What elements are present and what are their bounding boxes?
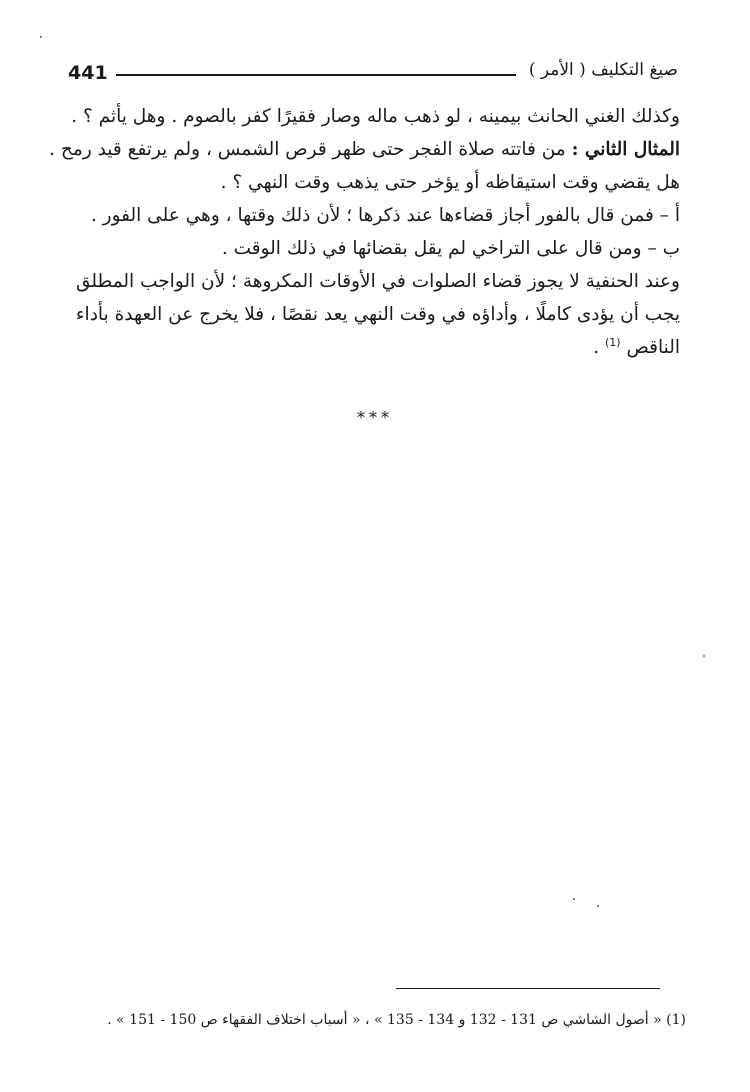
example-two-heading: المثال الثاني : — [571, 139, 680, 160]
body-line: وكذلك الغني الحانث بيمينه ، لو ذهب ماله وصار فقيرًا كفر بالصوم . وهل يأثم ؟ . — [71, 106, 680, 127]
example-two-text: من فاتته صلاة الفجر حتى ظهر قرص الشمس ، ولم يرتفع قيد رمح . — [49, 139, 572, 160]
scan-speck — [40, 36, 42, 38]
footnote: (1) « أصول الشاشي ص 131 - 132 و 134 - 135 » ، « أسباب اختلاف الفقهاء ص 150 - 151 » . — [107, 1012, 686, 1028]
page-number: 441 — [68, 62, 108, 84]
scan-speck — [597, 905, 599, 907]
footnote-rule — [396, 988, 660, 989]
last-line-text: الناقص — [626, 337, 680, 358]
body-text — [49, 100, 680, 364]
section-separator: *** — [357, 408, 393, 427]
running-title: صيغ التكليف ( الأمر ) — [528, 60, 678, 80]
body-line-last — [68, 331, 680, 364]
body-line: وعند الحنفية لا يجوز قضاء الصلوات في الأوقات المكروهة ؛ لأن الواجب المطلق — [76, 271, 680, 292]
footnote-reference: (1) — [605, 335, 621, 349]
body-line: ب – ومن قال على التراخي لم يقل بقضائها في ذلك الوقت . — [221, 238, 680, 259]
body-line-example-two — [49, 133, 680, 166]
header-rule — [116, 74, 516, 76]
page-header — [68, 58, 678, 88]
last-line-end: . — [593, 337, 605, 358]
body-line: هل يقضي وقت استيقاظه أو يؤخر حتى يذهب وقت النهي ؟ . — [220, 172, 680, 193]
body-line: أ – فمن قال بالفور أجاز قضاءها عند ذكرها ؛ لأن ذلك وقتها ، وهي على الفور . — [90, 205, 680, 226]
scan-speck — [703, 655, 705, 657]
scan-speck — [573, 898, 575, 900]
body-line: يجب أن يؤدى كاملًا ، وأداؤه في وقت النهي يعد نقصًا ، فلا يخرج عن العهدة بأداء — [75, 304, 680, 325]
